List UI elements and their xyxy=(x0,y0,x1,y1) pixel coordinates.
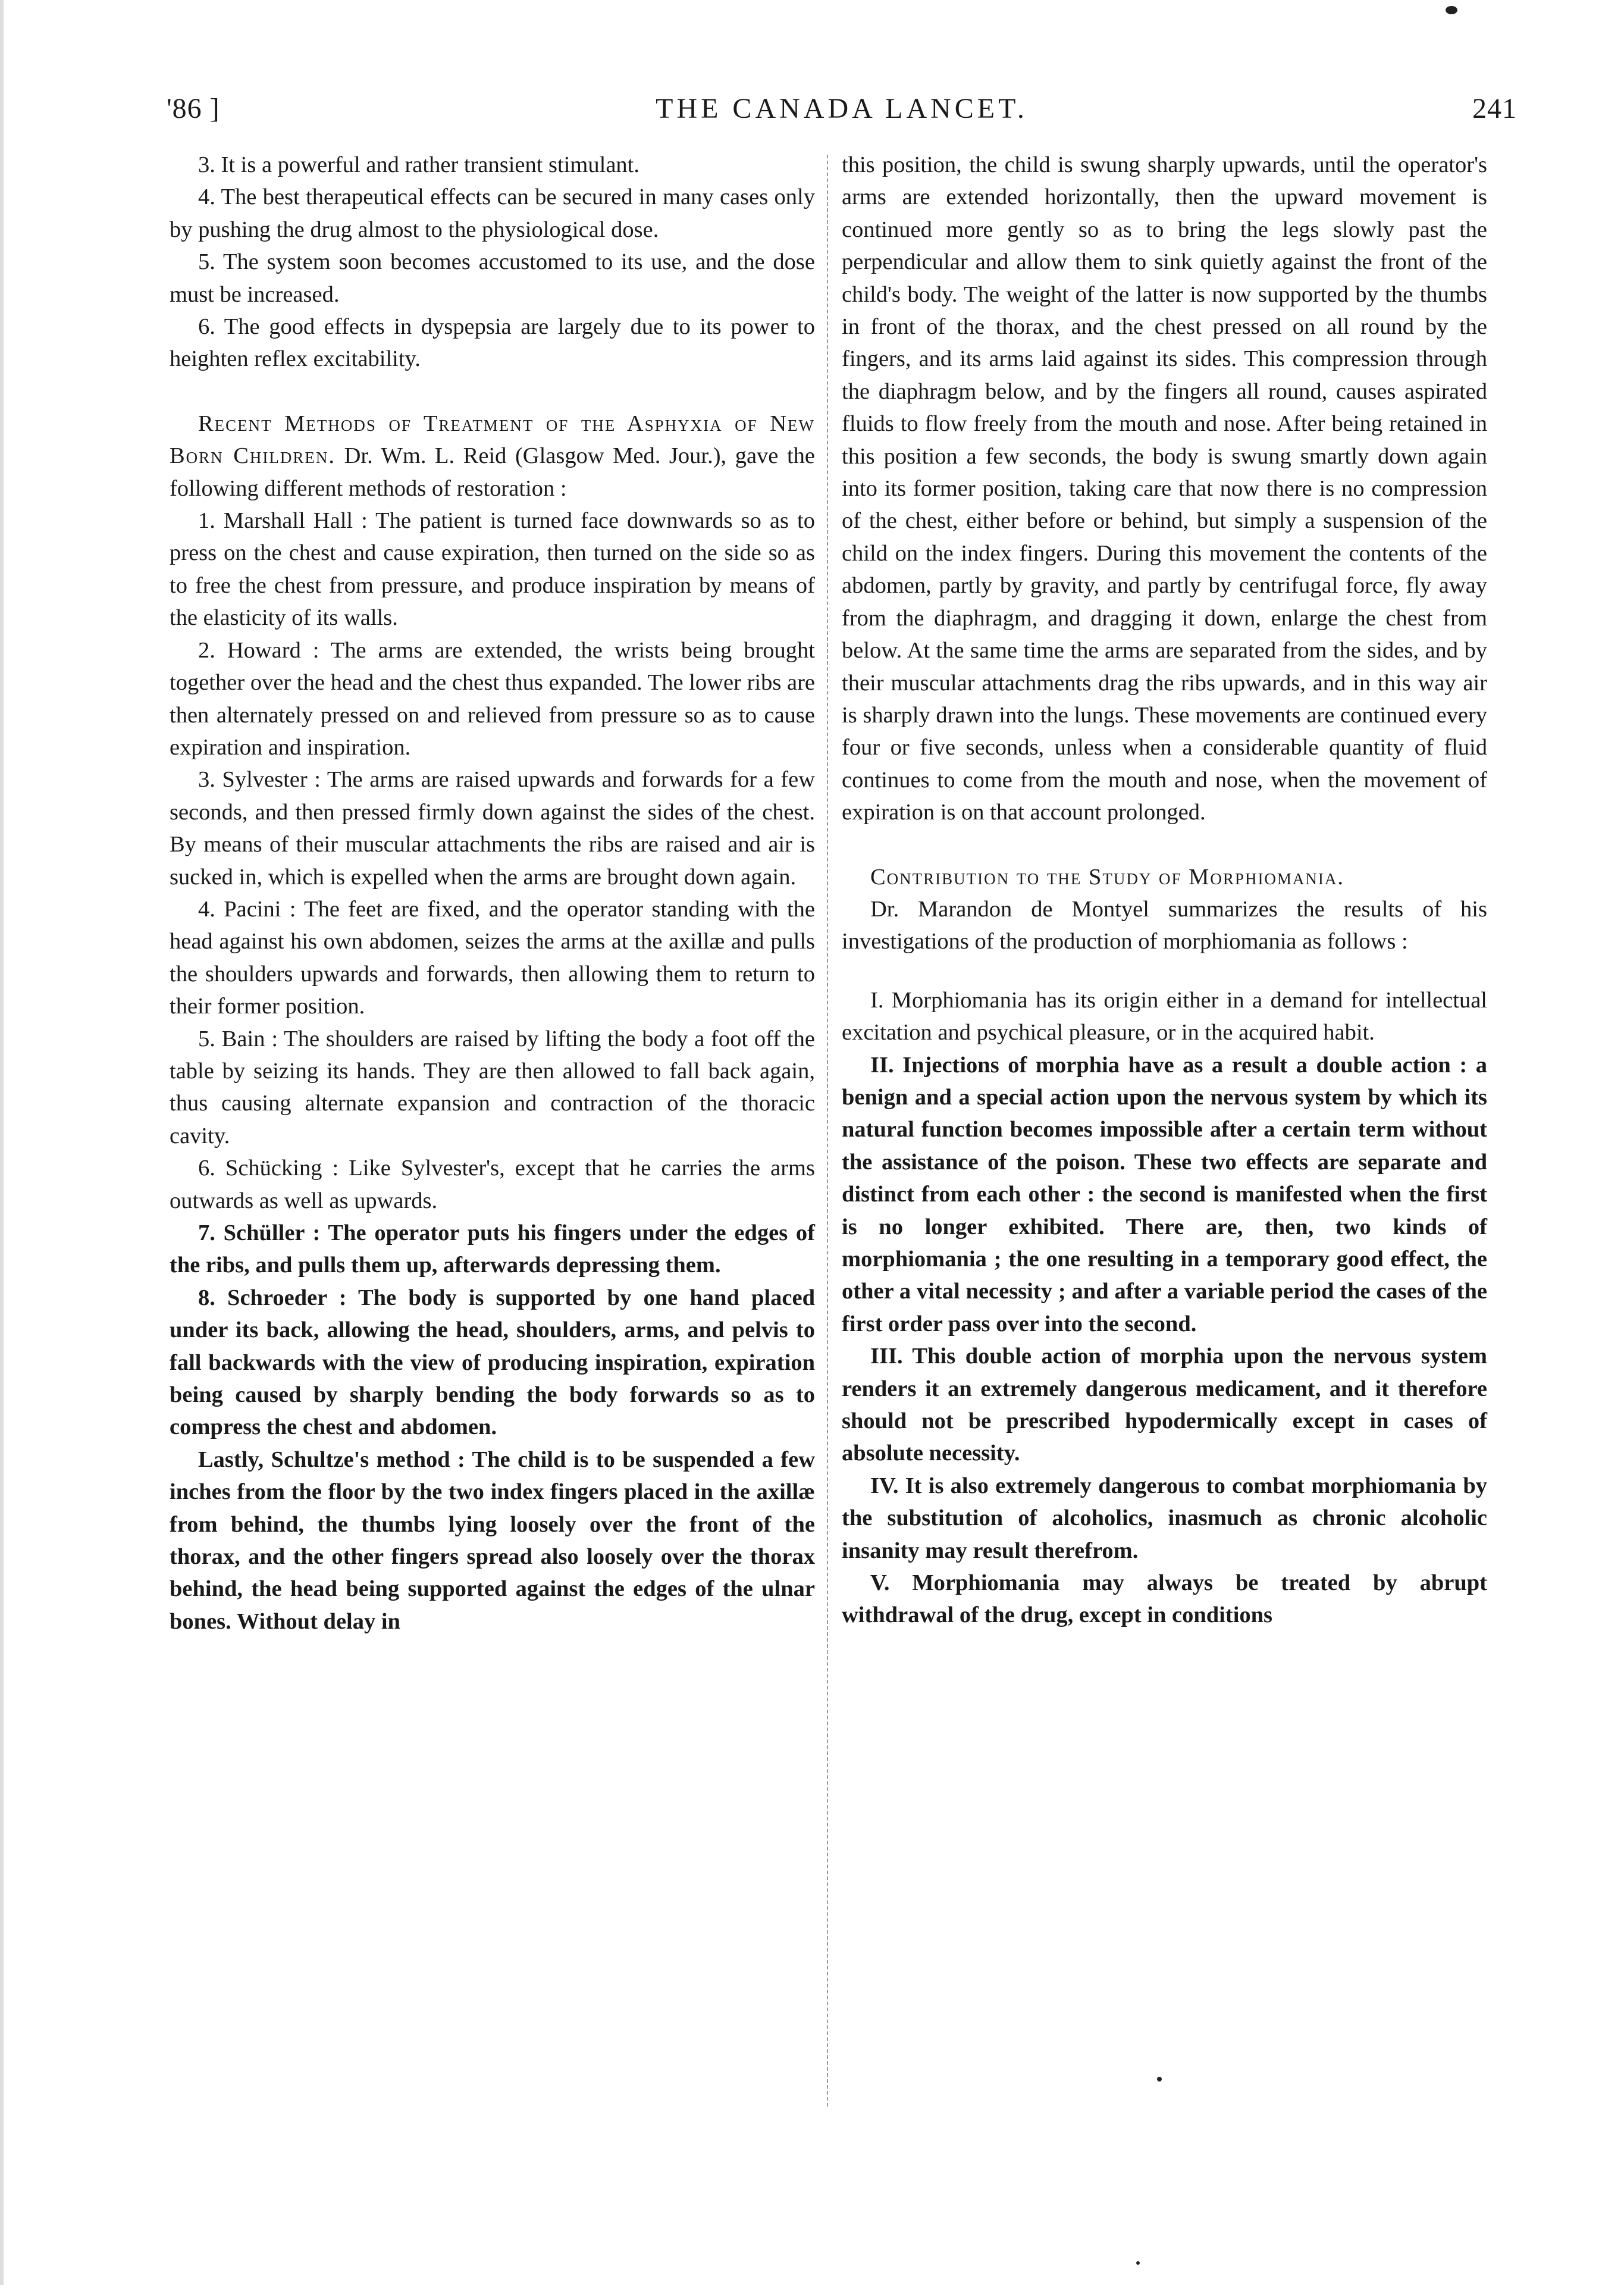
left-column xyxy=(170,149,815,1638)
list-item: 4. The best therapeutical effects can be secured in many cases only by pushing the drug almost to the physiological dose. xyxy=(170,184,815,242)
running-header xyxy=(167,86,1517,134)
list-item: 5. The system soon becomes accustomed to its use, and the dose must be increased. xyxy=(170,249,815,307)
method-item: 7. Schüller : The operator puts his fingers under the edges of the ribs, and pulls them up, afterwards depressing them. xyxy=(170,1220,815,1278)
scan-edge xyxy=(0,0,4,2285)
conclusion-item: III. This double action of morphia upon the nervous system renders it an extremely dangerous medicament, and it therefore should not be prescribed hypodermically except in cases of absolute necessity. xyxy=(842,1344,1487,1466)
ink-speck-top-right xyxy=(1446,6,1457,14)
conclusion-item: IV. It is also extremely dangerous to combat morphiomania by the substitution of alcoholics, inasmuch as chronic alcoholic insanity may result therefrom. xyxy=(842,1473,1487,1563)
continued-paragraph: this position, the child is swung sharply upwards, until the operator's arms are extended horizontally, then the upward movement is continued more gently so as to bring the legs slowly past the perpendicular and allow them to sink quietly against the front of the child's body. The weight of the latter is now supported by the thumbs in front of the thorax, and the chest pressed on all round by the fingers, and its arms laid against its sides. This compression through the diaphragm below, and by the fingers all round, causes aspirated fluids to flow freely from the mouth and nose. After being retained in this position a few seconds, the body is swung smartly down again into its former position, taking care that now there is no compression of the chest, either before or behind, but simply a suspension of the child on the index fingers. During this movement the contents of the abdomen, partly by gravity, and partly by centrifugal force, fly away from the diaphragm, and dragging it down, enlarge the chest from below. At the same time the arms are separated from the sides, and by their muscular attachments drag the ribs upwards, and in this way air is sharply drawn into the lungs. These movements are continued every four or five seconds, unless when a considerable quantity of fluid continues to come from the mouth and nose, when the movement of expiration is on that account prolonged. xyxy=(842,152,1487,825)
conclusion-item: I. Morphiomania has its origin either in a demand for intellectual excitation and psychical pleasure, or in the acquired habit. xyxy=(842,987,1487,1046)
section-title-morphiomania: Contribution to the Study of Morphiomania. xyxy=(870,864,1345,890)
method-item: 6. Schücking : Like Sylvester's, except that he carries the arms outwards as well as upwards. xyxy=(170,1156,815,1213)
method-item: 3. Sylvester : The arms are raised upwards and forwards for a few seconds, and then pressed firmly down against the sides of the chest. By means of their muscular attachments the ribs are raised and air is sucked in, which is expelled when the arms are brought down again. xyxy=(170,767,815,890)
method-item: 4. Pacini : The feet are fixed, and the operator standing with the head against his own abdomen, seizes the arms at the axillæ and pulls the shoulders upwards and forwards, then allowing them to return to their former position. xyxy=(170,896,815,1019)
method-item: Lastly, Schultze's method : The child is to be suspended a few inches from the floor by the two index fingers placed in the axillæ from behind, the thumbs lying loosely over the front of the thorax, and the other fingers spread also loosely over the thorax behind, the head being supported against the edges of the ulnar bones. Without delay in xyxy=(170,1447,815,1634)
list-item: 6. The good effects in dyspepsia are largely due to its power to heighten reflex excitability. xyxy=(170,314,815,372)
header-year: '86 ] xyxy=(167,93,220,124)
section-intro-asphyxia: Dr. Wm. L. Reid (Glasgow Med. Jour.), gave the following different methods of restoration : xyxy=(170,443,815,501)
method-item: 8. Schroeder : The body is supported by one hand placed under its back, allowing the head, shoulders, arms, and pelvis to fall backwards with the view of producing inspiration, expiration being caused by sharply bending the body forwards so as to compress the chest and abdomen. xyxy=(170,1285,815,1440)
conclusion-item: V. Morphiomania may always be treated by abrupt withdrawal of the drug, except in conditions xyxy=(842,1570,1487,1628)
method-item: 5. Bain : The shoulders are raised by lifting the body a foot off the table by seizing its hands. They are then allowed to fall back again, thus causing alternate expansion and contraction of the thoracic cavity. xyxy=(170,1026,815,1148)
page-number: 241 xyxy=(1472,93,1517,124)
section-asphyxia xyxy=(170,408,815,505)
conclusion-item: II. Injections of morphia have as a result a double action : a benign and a special action upon the nervous system by which its natural function becomes impossible after a certain term without the assistance of the poison. These two effects are separate and distinct from each other : the second is manifested when the first is no longer exhibited. There are, then, two kinds of morphiomania ; the one resulting in a temporary good effect, the other a vital necessity ; and after a variable period the cases of the first order pass over into the second. xyxy=(842,1052,1487,1336)
column-divider xyxy=(827,155,828,2106)
section-gap xyxy=(170,375,815,408)
method-item: 1. Marshall Hall : The patient is turned face downwards so as to press on the chest and cause expiration, then turned on the side so as to free the chest from pressure, and produce inspiration by means of the elasticity of its walls. xyxy=(170,508,815,631)
ink-speck-bottom xyxy=(1136,2261,1140,2265)
method-item: 2. Howard : The arms are extended, the wrists being brought together over the head and the chest thus expanded. The lower ribs are then alternately pressed on and relieved from pressure so as to cause expiration and inspiration. xyxy=(170,637,815,760)
section-gap xyxy=(842,958,1487,984)
journal-title: THE CANADA LANCET. xyxy=(656,93,1028,124)
ink-speck-bottom xyxy=(1157,2077,1162,2081)
list-item: 3. It is a powerful and rather transient stimulant. xyxy=(198,152,639,177)
section-intro-morphiomania: Dr. Marandon de Montyel summarizes the results of his investigations of the production of morphiomania as follows : xyxy=(842,896,1487,954)
section-title-asphyxia: Recent Methods of Treatment of the Asphyxia of New Born Children. xyxy=(170,411,815,469)
section-gap xyxy=(842,829,1487,861)
right-column xyxy=(842,149,1487,1632)
